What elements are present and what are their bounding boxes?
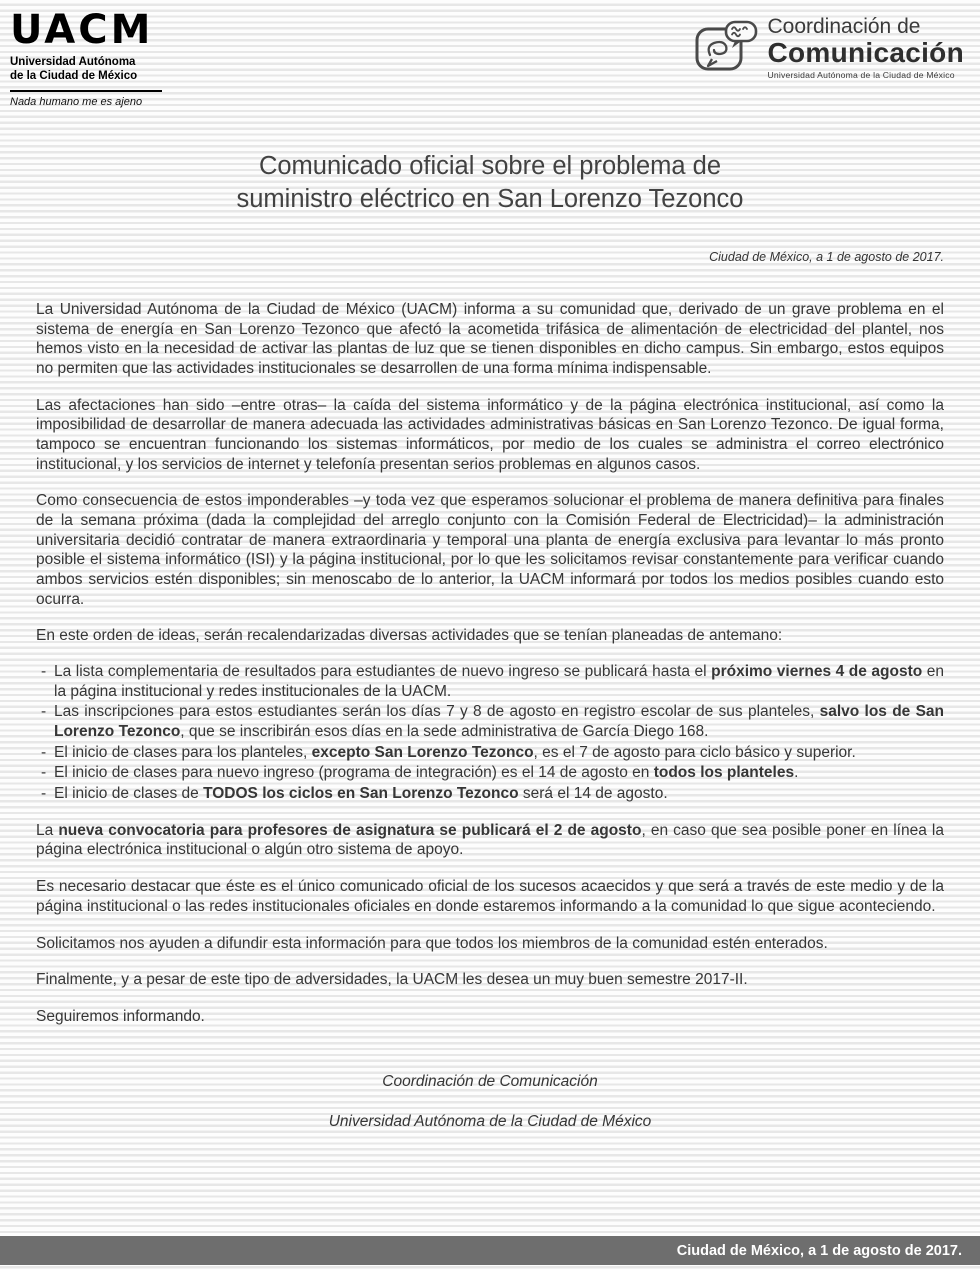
paragraph-list-intro: En este orden de ideas, serán recalendarizadas diversas actividades que se tenían planeadas de antemano:: [36, 627, 783, 645]
document-body: [0, 150, 980, 1131]
signature-role: Coordinación de Comunicación: [382, 1072, 598, 1090]
communication-logo-text: [767, 16, 964, 80]
paragraph-convocatoria: La nueva convocatoria para profesores de asignatura se publicará el 2 de agosto, en caso que sea posible poner en línea la página electrónica institucional o algún otro sistema de apoyo.: [36, 821, 944, 859]
document-title: [36, 150, 944, 216]
list-item-text: Las inscripciones para estos estudiantes serán los días 7 y 8 de agosto en registro escolar de sus planteles, salvo los de San Lorenzo Tezonco, que se inscribirán esos días en la sede administrativa de García Diego 168.: [54, 703, 945, 741]
list-item-marker: -: [41, 703, 47, 721]
list-item-marker: -: [41, 785, 47, 803]
paragraph-unico-comunicado: Es necesario destacar que éste es el único comunicado oficial de los sucesos acaecidos y que será a través de este medio y de la página institucional o las redes institucionales oficiales en donde estaremos informando a la comunidad lo que sigue aconteciendo.: [36, 878, 944, 915]
paragraph-2: Las afectaciones han sido –entre otras– la caída del sistema informático y de la página electrónica institucional, así como la imposibilidad de desarrollar de manera adecuada las actividades administrativas básicas en San Lorenzo Tezonco. De igual forma, tampoco se encuentran funcionando los sistemas informáticos, por medio de los cuales se administra el correo electrónico institucional, y los servicios de internet y telefonía presentan serios problemas en algunos casos.: [36, 396, 944, 473]
document-title-line2: suministro eléctrico en San Lorenzo Tezonco: [236, 184, 744, 213]
header: [0, 0, 980, 108]
communication-logo: [695, 16, 964, 80]
uacm-logo-name: [10, 55, 180, 84]
list-item-text: El inicio de clases para los planteles, excepto San Lorenzo Tezonco, es el 7 de agosto para ciclo básico y superior.: [54, 743, 856, 761]
uacm-logo: [10, 7, 180, 108]
paragraph-3: Como consecuencia de estos imponderables –y toda vez que esperamos solucionar el problema de manera definitiva para finales de la semana próxima (dada la complejidad del arreglo conjunto con la Comisión Federal de Electricidad)– la administración universitaria decidió contratar de manera extraordinaria y temporal una planta de energía exclusiva para levantar lo más pronto posible el sistema informático (ISI) y la página institucional, por lo que les solicitamos revisar constantemente para verificar cuando ambos servicios estén disponibles; sin menoscabo de lo anterior, la UACM informará por todos los medios posibles cuando esto ocurra.: [36, 492, 944, 608]
signature-institution: Universidad Autónoma de la Ciudad de México: [328, 1112, 652, 1130]
rescheduled-activities-list: [36, 662, 944, 804]
footer-bar: [0, 1236, 980, 1265]
list-item-text: La lista complementaria de resultados para estudiantes de nuevo ingreso se publicará hasta el próximo viernes 4 de agosto en la página institucional y redes institucionales de la UACM.: [54, 663, 944, 700]
list-item: [36, 784, 944, 804]
uacm-logo-acronym: UACM: [10, 7, 154, 53]
list-item-marker: -: [41, 663, 47, 681]
paragraph-1: La Universidad Autónoma de la Ciudad de México (UACM) informa a su comunidad que, derivado de un grave problema en el sistema de energía en San Lorenzo Tezonco que afectó la acometida trifásica de alimentación de electricidad del plantel, nos hemos visto en la necesidad de activar las plantas de luz que se tienen disponibles en dicho campus. Sin embargo, estos equipos no permiten que las actividades institucionales se desarrollen de una forma mínima indispensable.: [36, 301, 944, 378]
paragraph-solicitamos: Solicitamos nos ayuden a difundir esta información para que todos los miembros de la comunidad estén enterados.: [36, 934, 828, 952]
list-item: [36, 702, 944, 741]
list-item-text: El inicio de clases para nuevo ingreso (programa de integración) es el 14 de agosto en todos los planteles.: [54, 764, 799, 782]
list-item: [36, 662, 944, 701]
document-title-line1: Comunicado oficial sobre el problema de: [258, 151, 722, 180]
uacm-logo-divider: [10, 90, 162, 92]
comm-title-bold: Comunicación: [767, 37, 964, 69]
list-item-marker: -: [41, 764, 47, 782]
list-item: [36, 763, 944, 783]
dateline: Ciudad de México, a 1 de agosto de 2017.: [709, 250, 944, 265]
speech-bubbles-icon: [695, 20, 759, 79]
list-item-marker: -: [41, 743, 47, 761]
list-item-text: El inicio de clases de TODOS los ciclos en San Lorenzo Tezonco será el 14 de agosto.: [54, 785, 668, 803]
uacm-name-line1: Universidad Autónoma: [10, 56, 136, 68]
footer-text: Ciudad de México, a 1 de agosto de 2017.: [676, 1242, 962, 1259]
comm-title-light: Coordinación de: [767, 15, 921, 38]
uacm-name-line2: de la Ciudad de México: [10, 70, 138, 83]
comm-subtitle: Universidad Autónoma de la Ciudad de México: [767, 70, 955, 81]
uacm-motto: Nada humano me es ajeno: [10, 95, 143, 108]
paragraph-finalmente: Finalmente, y a pesar de este tipo de adversidades, la UACM les desea un muy buen semestre 2017-II.: [36, 971, 748, 989]
paragraph-seguiremos: Seguiremos informando.: [36, 1007, 205, 1025]
list-item: [36, 743, 944, 763]
